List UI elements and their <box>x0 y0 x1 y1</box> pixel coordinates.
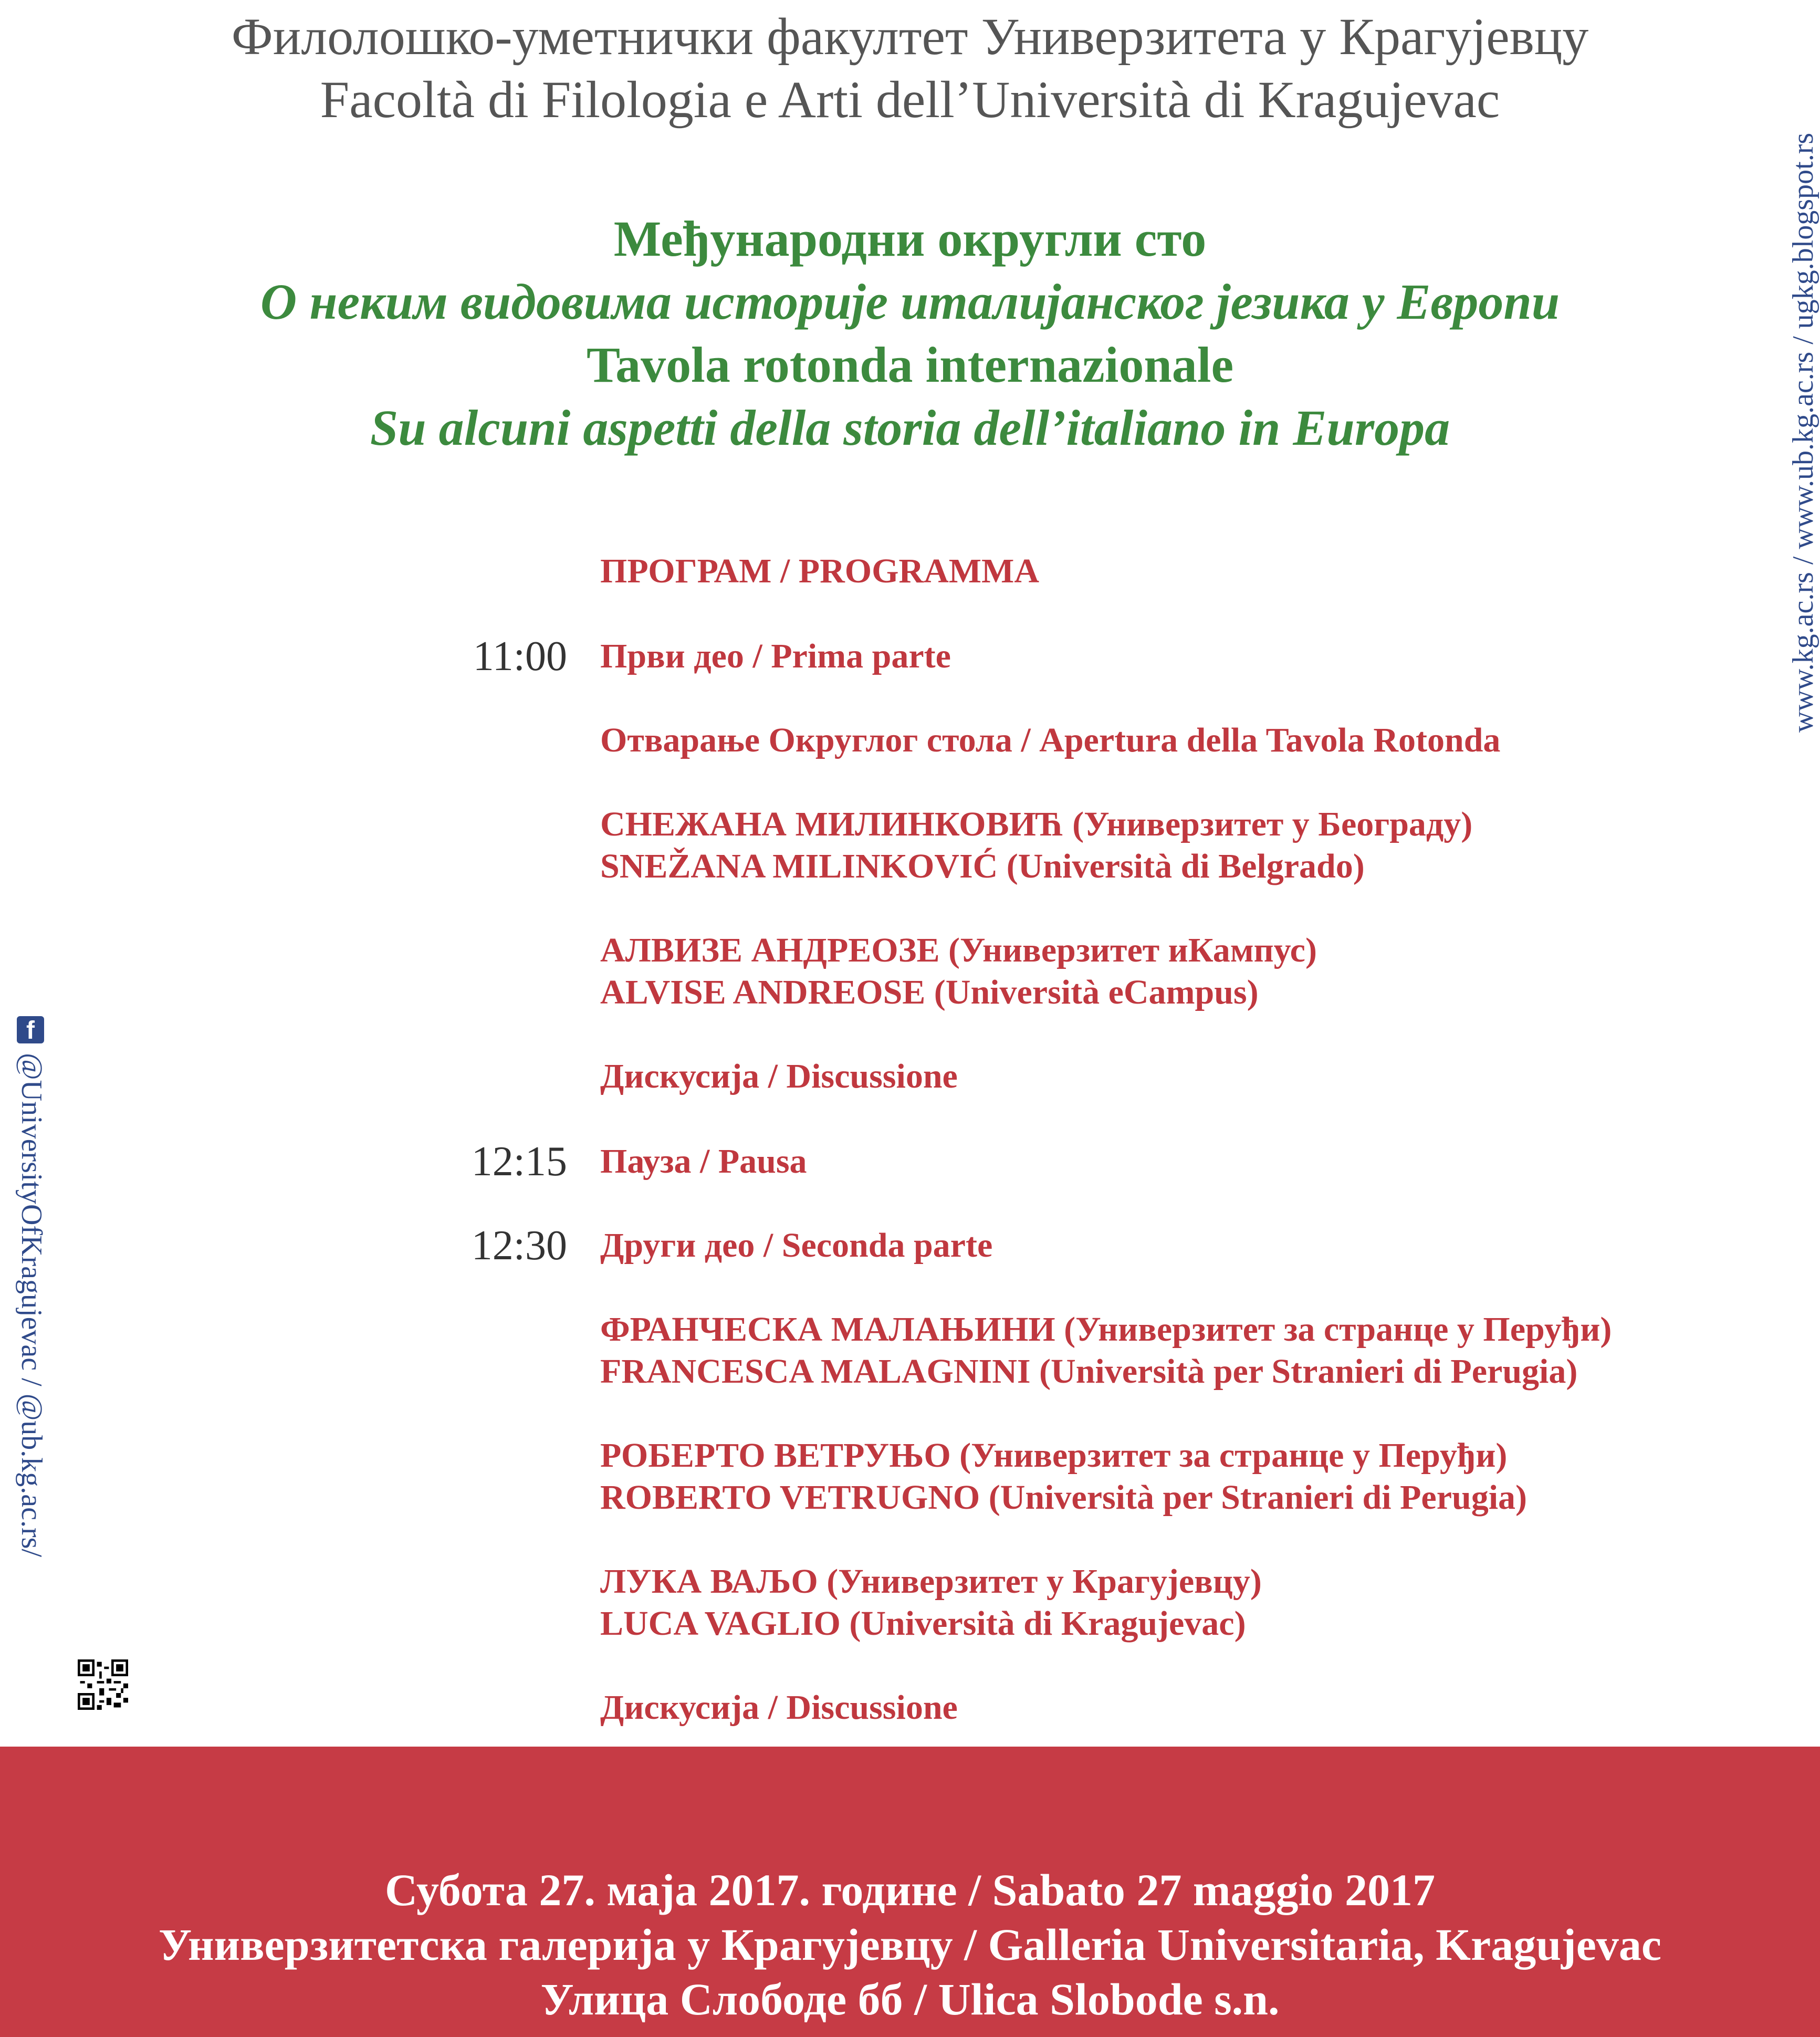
time-first-part: 11:00 <box>473 633 567 680</box>
speaker-sr: ФРАНЧЕСКА МАЛАЊИНИ (Универзитет за странце у Перуђи) <box>600 1310 1612 1349</box>
institution-name-sr: Филолошко-уметнички факултет Универзитета у Крагујевцу <box>231 7 1589 66</box>
event-address: Улица Слободе бб / Ulica Slobode s.n. <box>540 1974 1280 2024</box>
qr-code-icon <box>78 1659 128 1710</box>
time-second-part: 12:30 <box>471 1223 567 1269</box>
event-title-it: Tavola rotonda internazionale <box>586 337 1234 393</box>
facebook-icon: f <box>17 1016 44 1043</box>
speaker-sr: ЛУКА ВАЉО (Универзитет у Крагујевцу) <box>600 1562 1262 1601</box>
event-venue: Универзитетска галерија у Крагујевцу / Galleria Universitaria, Kragujevac <box>158 1919 1662 1970</box>
event-date: Субота 27. маја 2017. године / Sabato 27 maggio 2017 <box>385 1865 1435 1915</box>
program-item: Пауза / Pausa <box>600 1142 807 1181</box>
program-item: Отварање Округлог стола / Apertura della Tavola Rotonda <box>600 721 1501 759</box>
program-item: Дискусија / Discussione <box>600 1057 958 1095</box>
speaker-sr: СНЕЖАНА МИЛИНКОВИЋ (Универзитет у Београду) <box>600 805 1473 843</box>
speaker-it: LUCA VAGLIO (Università di Kragujevac) <box>600 1604 1246 1643</box>
speaker-it: ROBERTO VETRUGNO (Università per Stranieri di Perugia) <box>600 1478 1528 1517</box>
speaker-sr: РОБЕРТО ВЕТРУЊО (Универзитет за странце у Перуђи) <box>600 1436 1508 1475</box>
program-item: Дискусија / Discussione <box>600 1688 958 1727</box>
speaker-it: ALVISE ANDREOSE (Università eCampus) <box>600 973 1259 1011</box>
website-urls[interactable]: www.kg.ac.rs / www.ub.kg.ac.rs / ugkg.blogspot.rs <box>1787 132 1819 733</box>
time-pause: 12:15 <box>471 1138 567 1185</box>
program-item: Први део / Prima parte <box>600 637 951 675</box>
social-handles[interactable]: @UniversityOfKragujevac / @ub.kg.ac.rs/ <box>15 1053 48 1557</box>
program-heading: ПРОГРАМ / PROGRAMMA <box>600 552 1039 590</box>
speaker-sr: АЛВИЗЕ АНДРЕОЗЕ (Универзитет иКампус) <box>600 931 1317 969</box>
event-subtitle-it: Su alcuni aspetti della storia dell’italiano in Europa <box>370 400 1450 456</box>
program-item: Други део / Seconda parte <box>600 1226 993 1265</box>
speaker-it: SNEŽANA MILINKOVIĆ (Università di Belgrado) <box>600 847 1365 885</box>
speaker-it: FRANCESCA MALAGNINI (Università per Stranieri di Perugia) <box>600 1352 1578 1391</box>
event-subtitle-sr: О неким видовима историје италијанског језика у Европи <box>260 274 1560 330</box>
event-title-sr: Међународни округли сто <box>613 211 1207 267</box>
institution-name-it: Facoltà di Filologia e Arti dell’Università di Kragujevac <box>320 70 1500 129</box>
